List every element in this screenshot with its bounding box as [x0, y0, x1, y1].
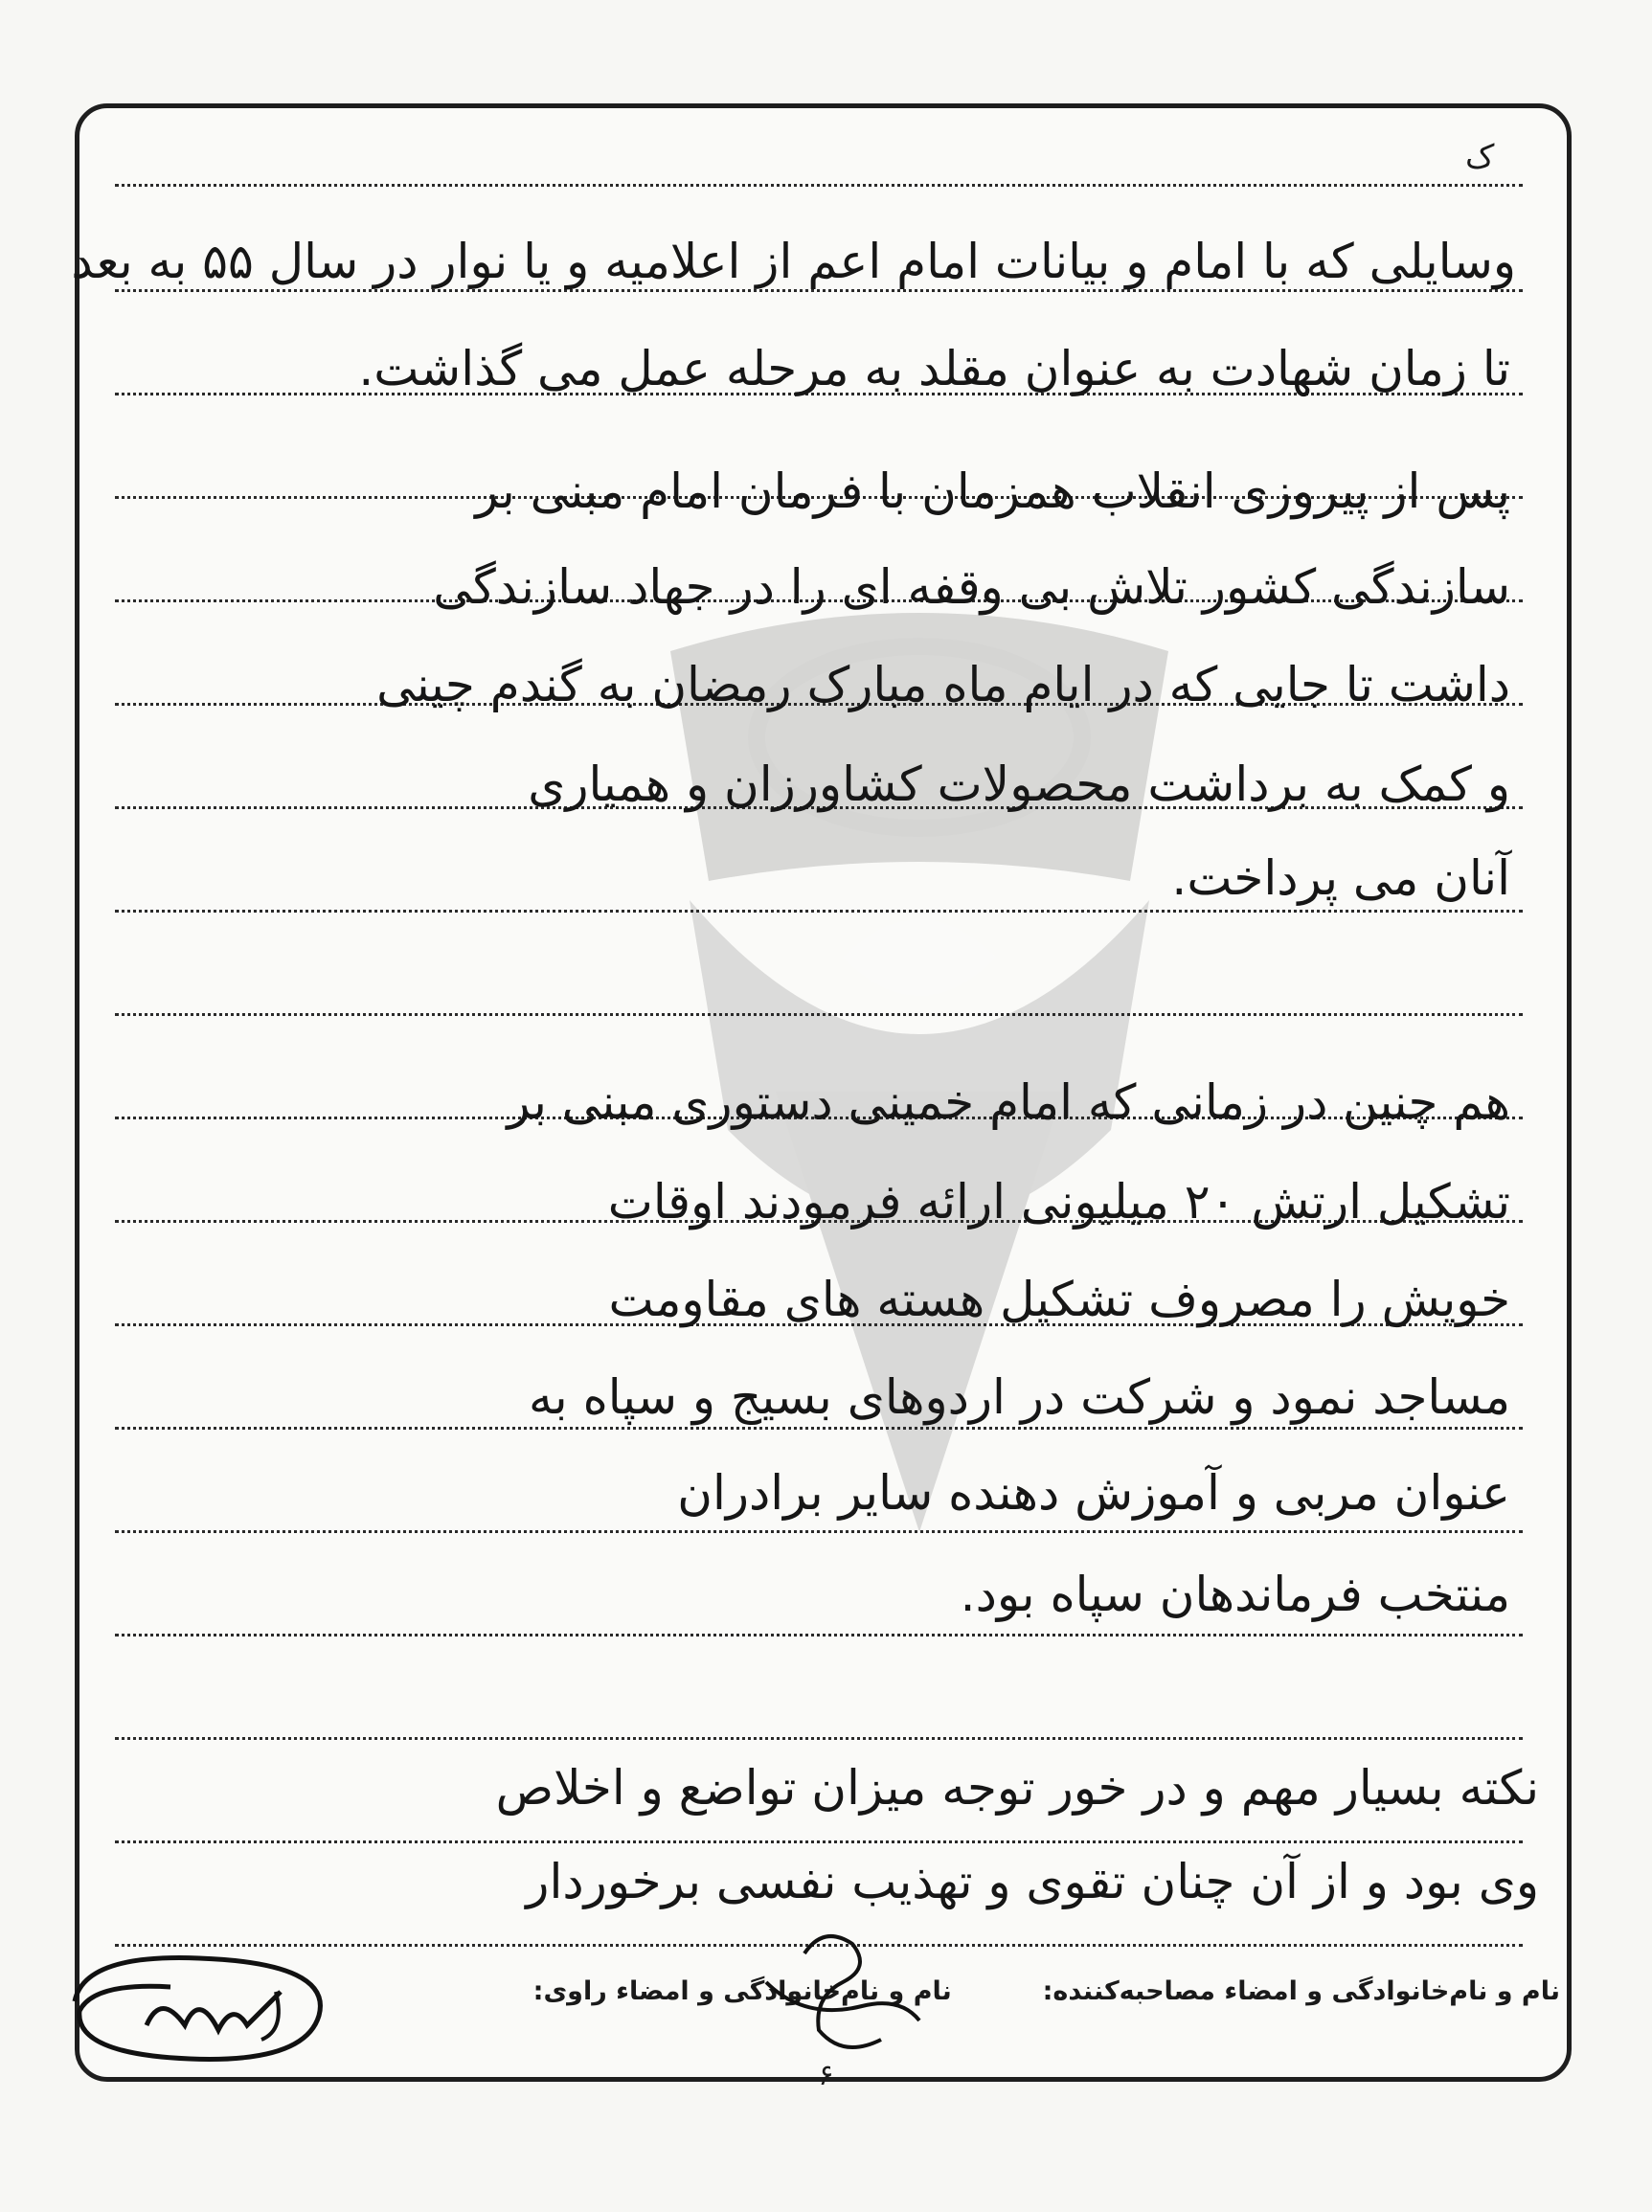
handwritten-line: پس از پیروزی انقلاب همزمان با فرمان امام مبنی بر — [475, 463, 1510, 519]
handwritten-line: تشکیل ارتش ۲۰ میلیونی ارائه فرمودند اوقات — [607, 1174, 1510, 1230]
handwritten-line: نکته بسیار مهم و در خور توجه میزان تواضع و اخلاص — [495, 1760, 1539, 1816]
interviewer-label: نام و نام‌خانوادگی و امضاء مصاحبه‌کننده: — [1042, 1976, 1560, 2006]
handwritten-line: عنوان مربی و آموزش دهنده سایر برادران — [677, 1465, 1510, 1521]
corner-mark: ک — [1465, 138, 1495, 176]
signature-labels — [533, 1976, 1560, 2006]
page-number: ۶ — [818, 2059, 834, 2092]
ruled-line — [115, 184, 1523, 187]
ruled-line — [115, 1013, 1523, 1016]
ruled-line — [115, 1530, 1523, 1533]
handwritten-line: هم چنین در زمانی که امام خمینی دستوری مبنی بر — [507, 1074, 1510, 1130]
handwritten-line: آنان می پرداخت. — [1171, 850, 1510, 906]
handwritten-line: مساجد نمود و شرکت در اردوهای بسیج و سپاه به — [528, 1369, 1510, 1425]
handwritten-line: منتخب فرماندهان سپاه بود. — [960, 1567, 1510, 1622]
ruled-line — [115, 1634, 1523, 1636]
narrator-label: نام و نام‌خانوادگی و امضاء راوی: — [532, 1976, 952, 2006]
ruled-line — [115, 1840, 1523, 1843]
handwritten-line: داشت تا جایی که در ایام ماه مبارک رمضان به گندم چینی — [376, 657, 1510, 712]
handwritten-line: سازندگی کشور تلاش بی وقفه ای را در جهاد سازندگی — [433, 559, 1510, 615]
ruled-line — [115, 1737, 1523, 1740]
handwritten-line: و کمک به برداشت محصولات کشاورزان و همیاری — [528, 756, 1510, 812]
handwritten-line: خویش را مصروف تشکیل هسته های مقاومت — [608, 1272, 1510, 1327]
interviewer-signature-icon — [747, 1915, 939, 2059]
handwritten-line: وسایلی که با امام و بیانات امام اعم از اعلامیه و یا نوار در سال ۵۵ به بعد — [71, 234, 1516, 289]
handwritten-line: تا زمان شهادت به عنوان مقلد به مرحله عمل می گذاشت. — [358, 341, 1510, 396]
narrator-signature-icon — [56, 1934, 343, 2078]
handwritten-line: وی بود و از آن چنان تقوی و تهذیب نفسی برخوردار — [526, 1854, 1539, 1909]
